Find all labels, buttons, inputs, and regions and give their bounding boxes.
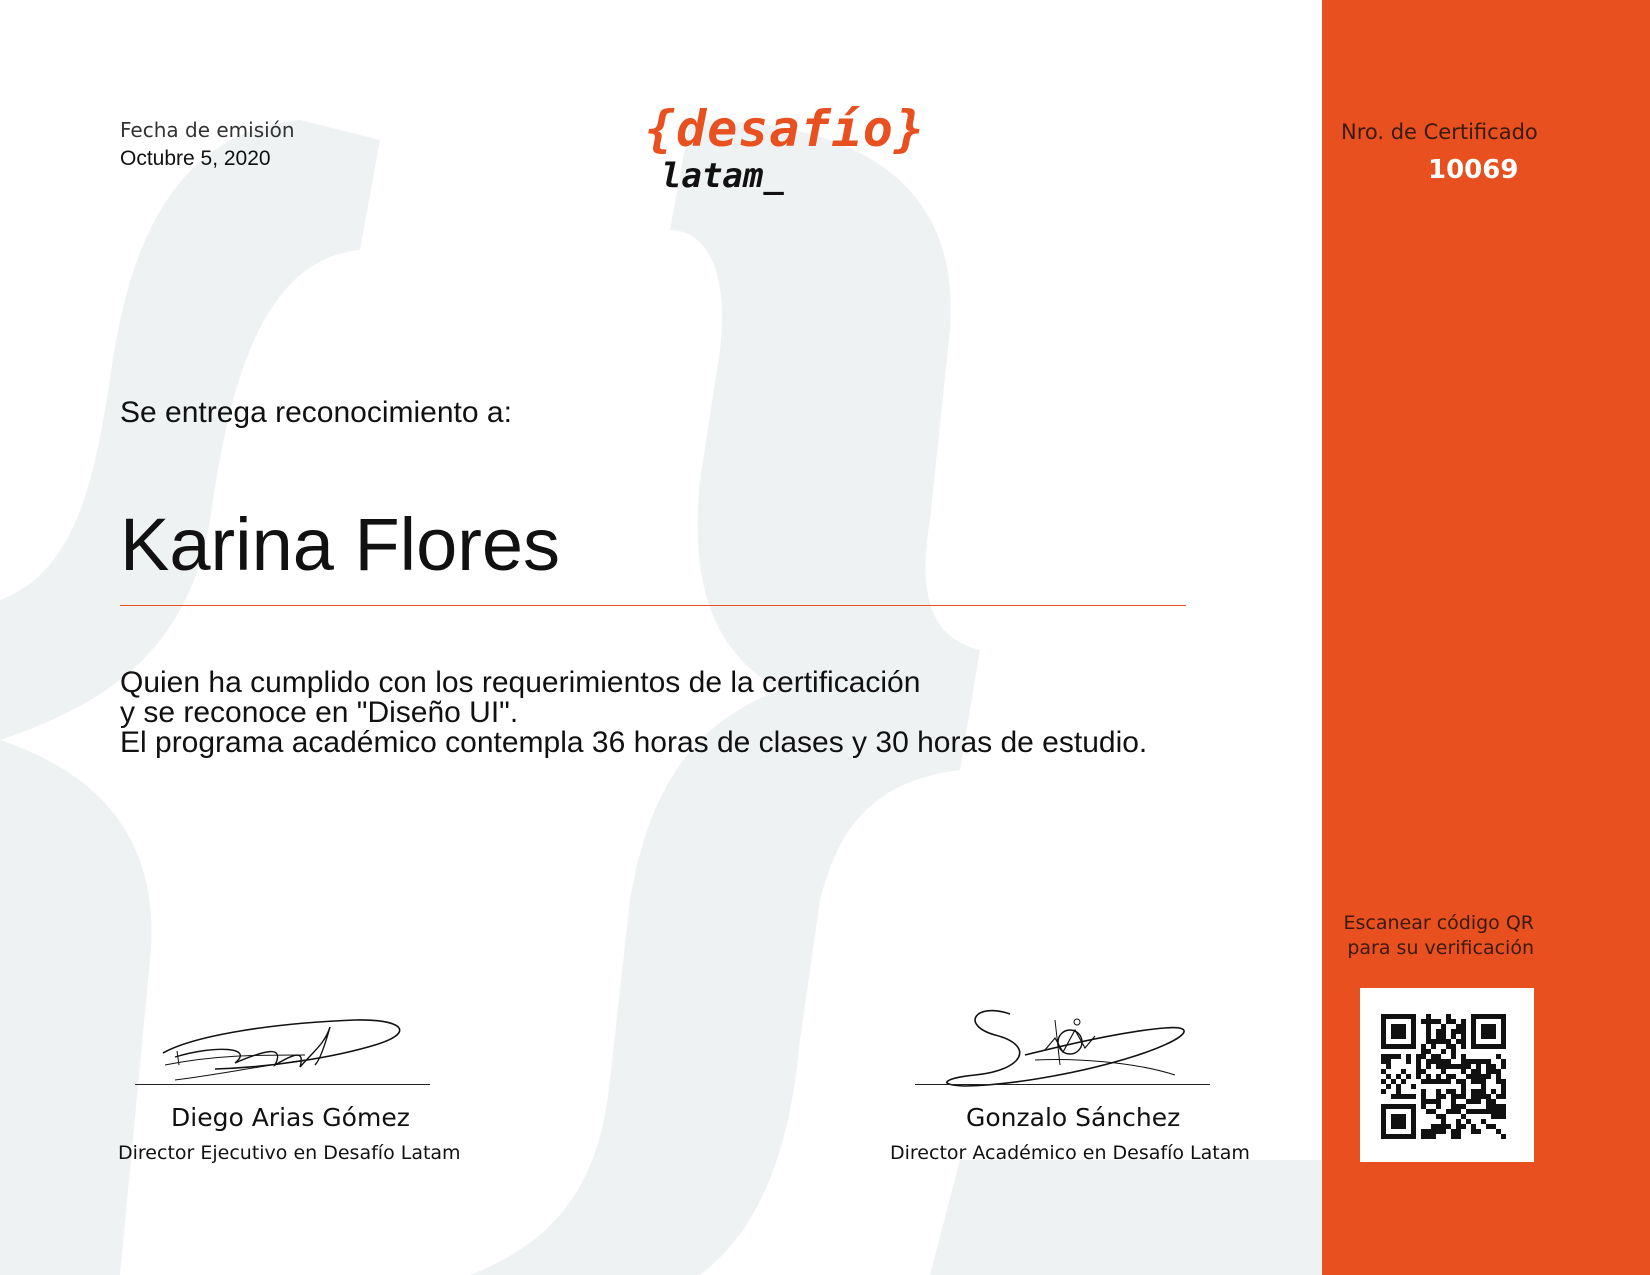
issue-date-label: Fecha de emisión: [120, 118, 295, 142]
signatory-2-role: Director Académico en Desafío Latam: [890, 1142, 1250, 1164]
qr-caption-line-1: Escanear código QR: [1343, 912, 1534, 934]
qr-caption-line-2: para su verificación: [1347, 937, 1534, 959]
certificate-number-label: Nro. de Certificado: [1341, 120, 1538, 144]
signature-line-1: [135, 1084, 430, 1085]
signature-icon: [935, 1000, 1205, 1095]
desafio-latam-logo: [645, 100, 925, 200]
signatory-2-name: Gonzalo Sánchez: [966, 1103, 1181, 1132]
certification-description: [120, 668, 1147, 758]
signature-icon: [155, 1005, 415, 1085]
issue-date-value: Octubre 5, 2020: [120, 147, 271, 170]
intro-text: Se entrega reconocimiento a:: [120, 396, 512, 429]
qr-code-icon[interactable]: [1381, 1014, 1506, 1139]
certificate-number: 10069: [1428, 155, 1519, 185]
qr-code-frame[interactable]: [1360, 988, 1534, 1162]
recipient-name: Karina Flores: [120, 503, 561, 586]
name-underline: [120, 605, 1186, 606]
description-line-2: y se reconoce en "Diseño UI".: [120, 696, 519, 729]
logo-text-top: {desafío}: [645, 100, 925, 158]
description-line-3: El programa académico contempla 36 horas de clases y 30 horas de estudio.: [120, 726, 1148, 759]
signatory-1-role: Director Ejecutivo en Desafío Latam: [118, 1142, 461, 1164]
qr-caption: [1340, 911, 1534, 961]
description-line-1: Quien ha cumplido con los requerimientos de la certificación: [120, 666, 921, 699]
logo-text-bottom: latam_: [661, 156, 784, 196]
signatory-1-name: Diego Arias Gómez: [171, 1103, 410, 1132]
signature-line-2: [915, 1084, 1210, 1085]
